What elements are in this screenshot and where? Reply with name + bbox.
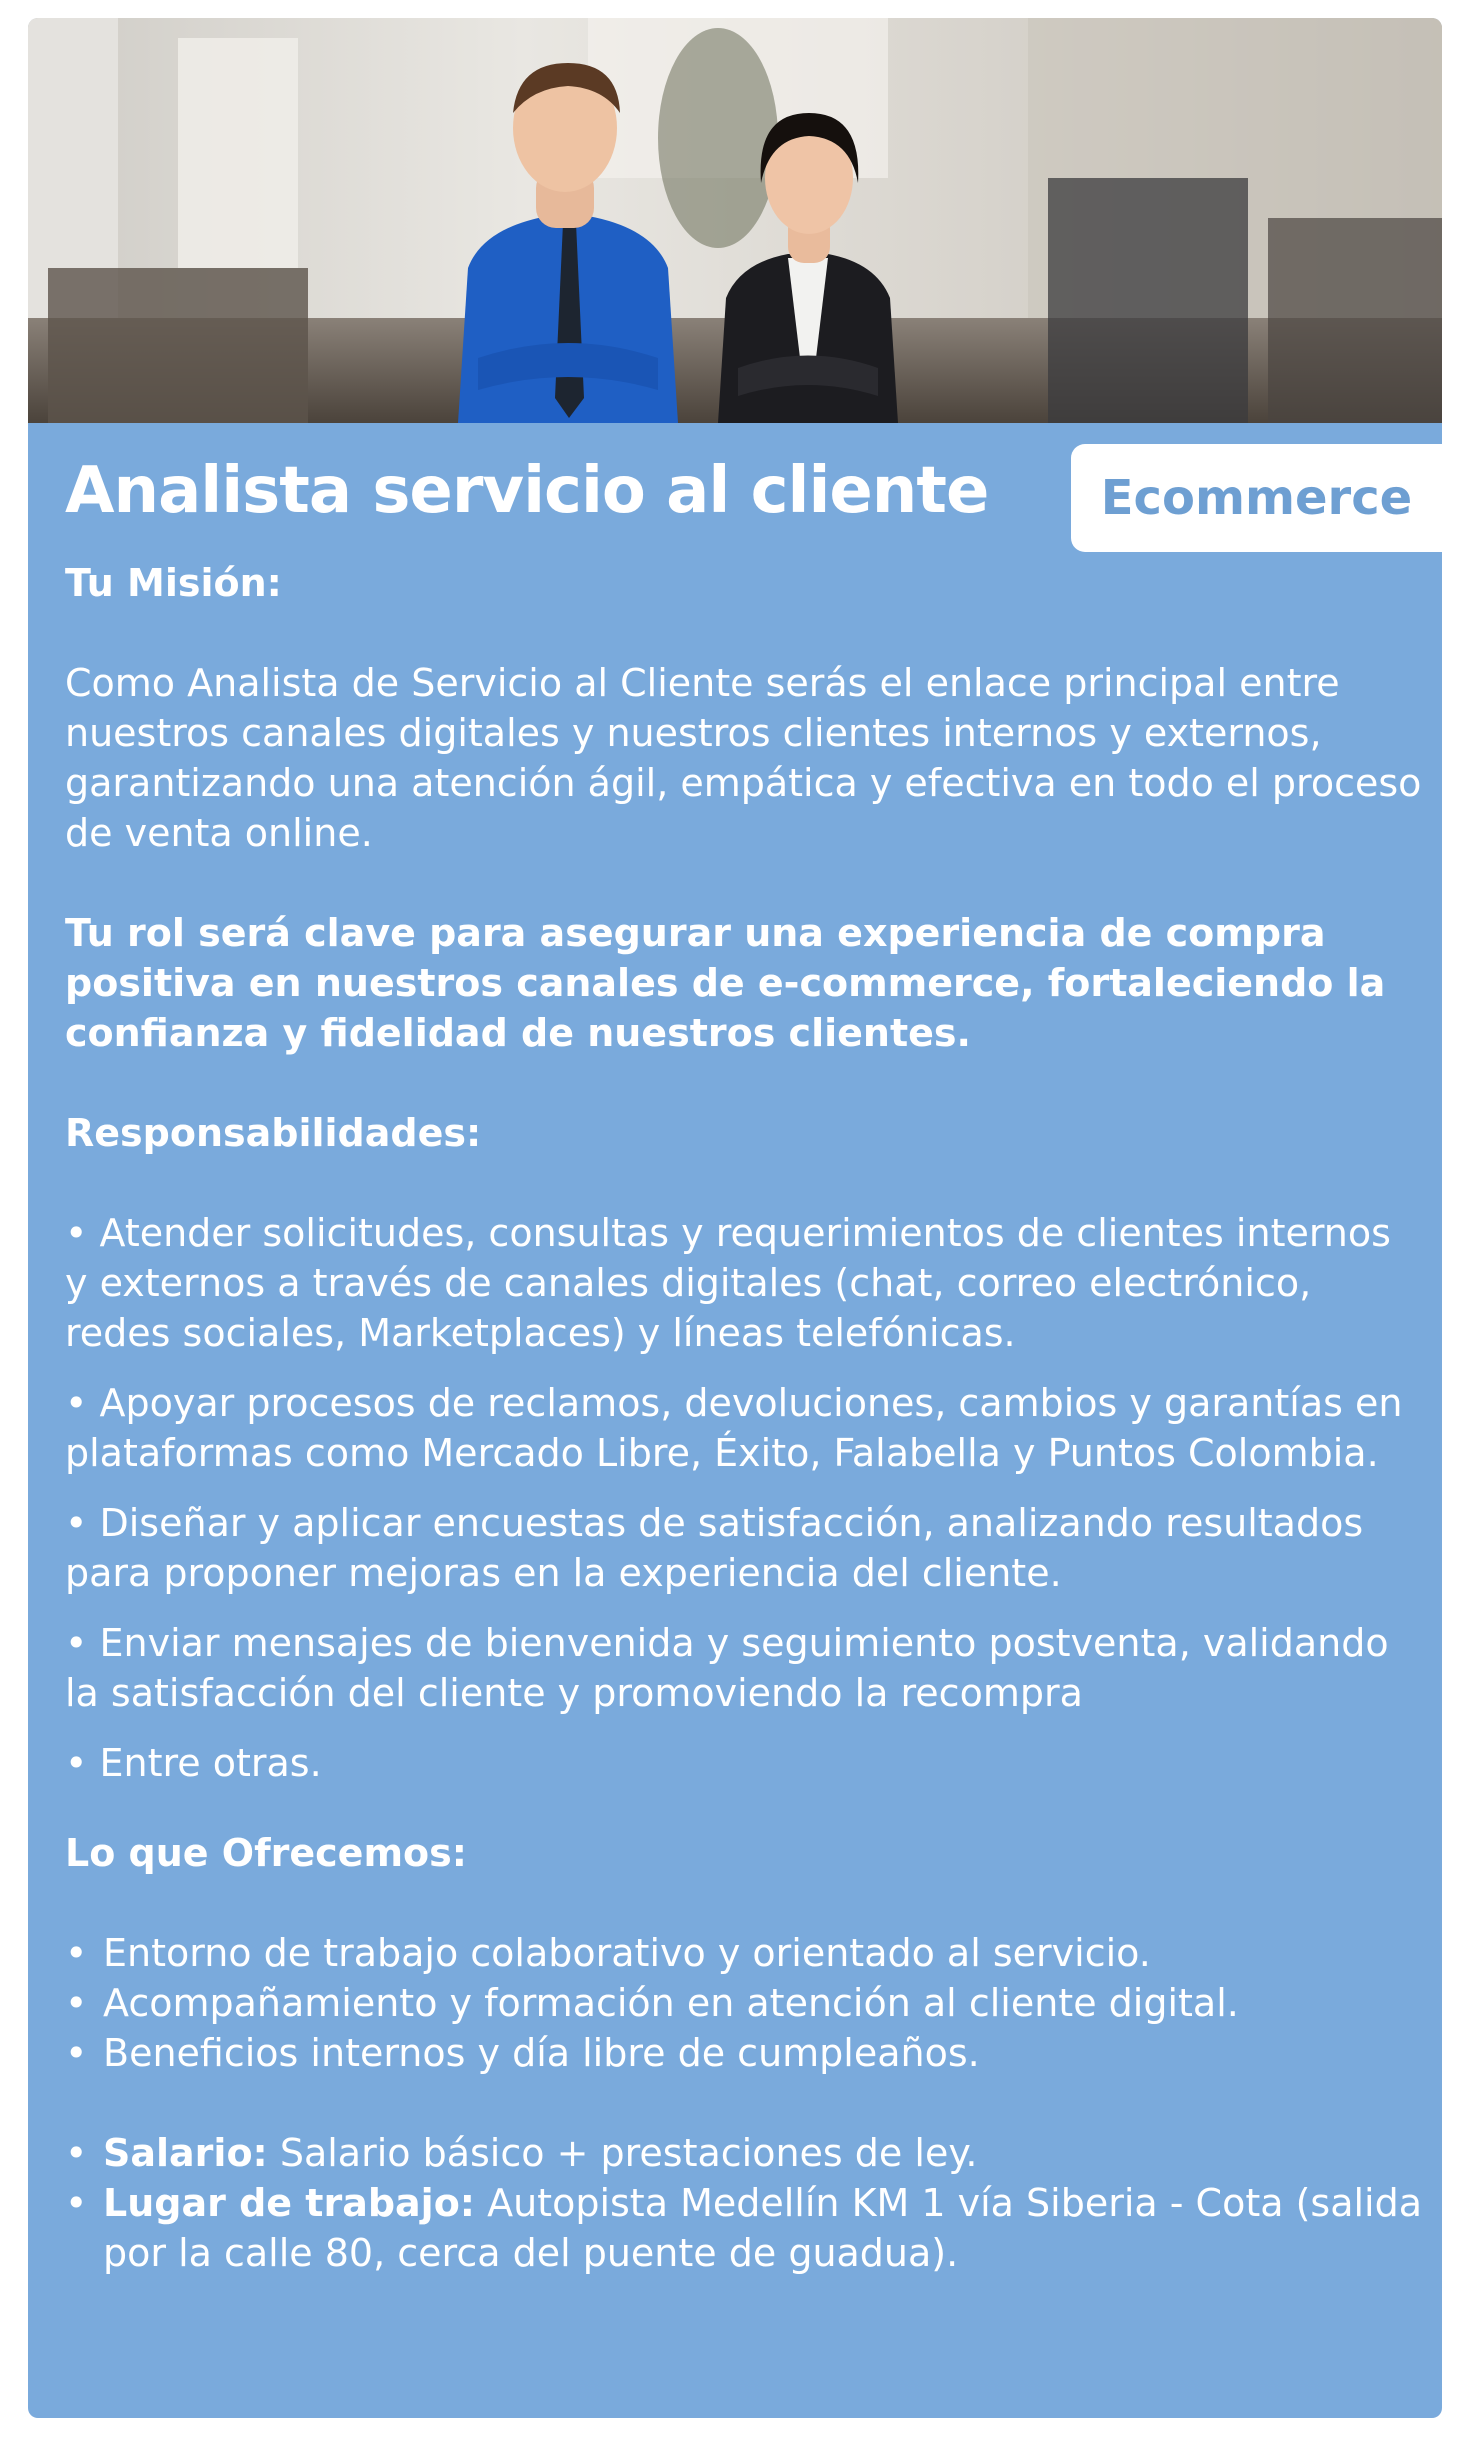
list-item: • Atender solicitudes, consultas y requerimientos de clientes internos y externos a través de canales digitales (chat, correo electrónico, redes sociales, Marketplaces) y líneas telefónicas. — [65, 1211, 1391, 1355]
page-title: Analista servicio al cliente — [65, 454, 989, 528]
mission-paragraph: Como Analista de Servicio al Cliente serás el enlace principal entre nuestros canales digitales y nuestros clientes internos y externos, garantizando una atención ágil, empática y efectiva en todo el proceso de venta online. — [65, 661, 1422, 855]
offer-list — [65, 1928, 1425, 2078]
list-item: • Beneficios internos y día libre de cumpleaños. — [65, 2028, 1425, 2078]
office-people-illustration — [28, 18, 1442, 423]
responsibilities-heading: Responsabilidades: — [65, 1111, 482, 1155]
category-badge: Ecommerce — [1071, 444, 1442, 552]
hero-photo — [28, 18, 1442, 423]
list-item: • Apoyar procesos de reclamos, devoluciones, cambios y garantías en plataformas como Mercado Libre, Éxito, Falabella y Puntos Colombia. — [65, 1381, 1403, 1475]
conditions-list — [65, 2128, 1425, 2278]
location-label: Lugar de trabajo: — [103, 2181, 476, 2225]
location-item — [65, 2178, 1425, 2278]
job-card — [28, 18, 1442, 2418]
mission-highlight: Tu rol será clave para asegurar una experiencia de compra positiva en nuestros canales de e-commerce, fortaleciendo la confianza y fidelidad de nuestros clientes. — [65, 911, 1386, 1055]
responsibilities-list — [65, 1208, 1425, 1788]
salary-value: Salario básico + prestaciones de ley. — [267, 2131, 978, 2175]
list-item: • Entorno de trabajo colaborativo y orientado al servicio. — [65, 1928, 1425, 1978]
list-item: • Acompañamiento y formación en atención al cliente digital. — [65, 1978, 1425, 2028]
job-description — [65, 558, 1425, 2278]
mission-heading: Tu Misión: — [65, 561, 282, 605]
salary-item — [65, 2128, 1425, 2178]
location-value: Autopista Medellín KM 1 vía Siberia - Cota (salida por la calle 80, cerca del puente de guadua). — [103, 2181, 1423, 2275]
list-item: • Enviar mensajes de bienvenida y seguimiento postventa, validando la satisfacción del cliente y promoviendo la recompra — [65, 1621, 1389, 1715]
salary-label: Salario: — [103, 2131, 268, 2175]
list-item: • Entre otras. — [65, 1741, 322, 1785]
list-item: • Diseñar y aplicar encuestas de satisfacción, analizando resultados para proponer mejoras en la experiencia del cliente. — [65, 1501, 1364, 1595]
offer-heading: Lo que Ofrecemos: — [65, 1831, 467, 1875]
